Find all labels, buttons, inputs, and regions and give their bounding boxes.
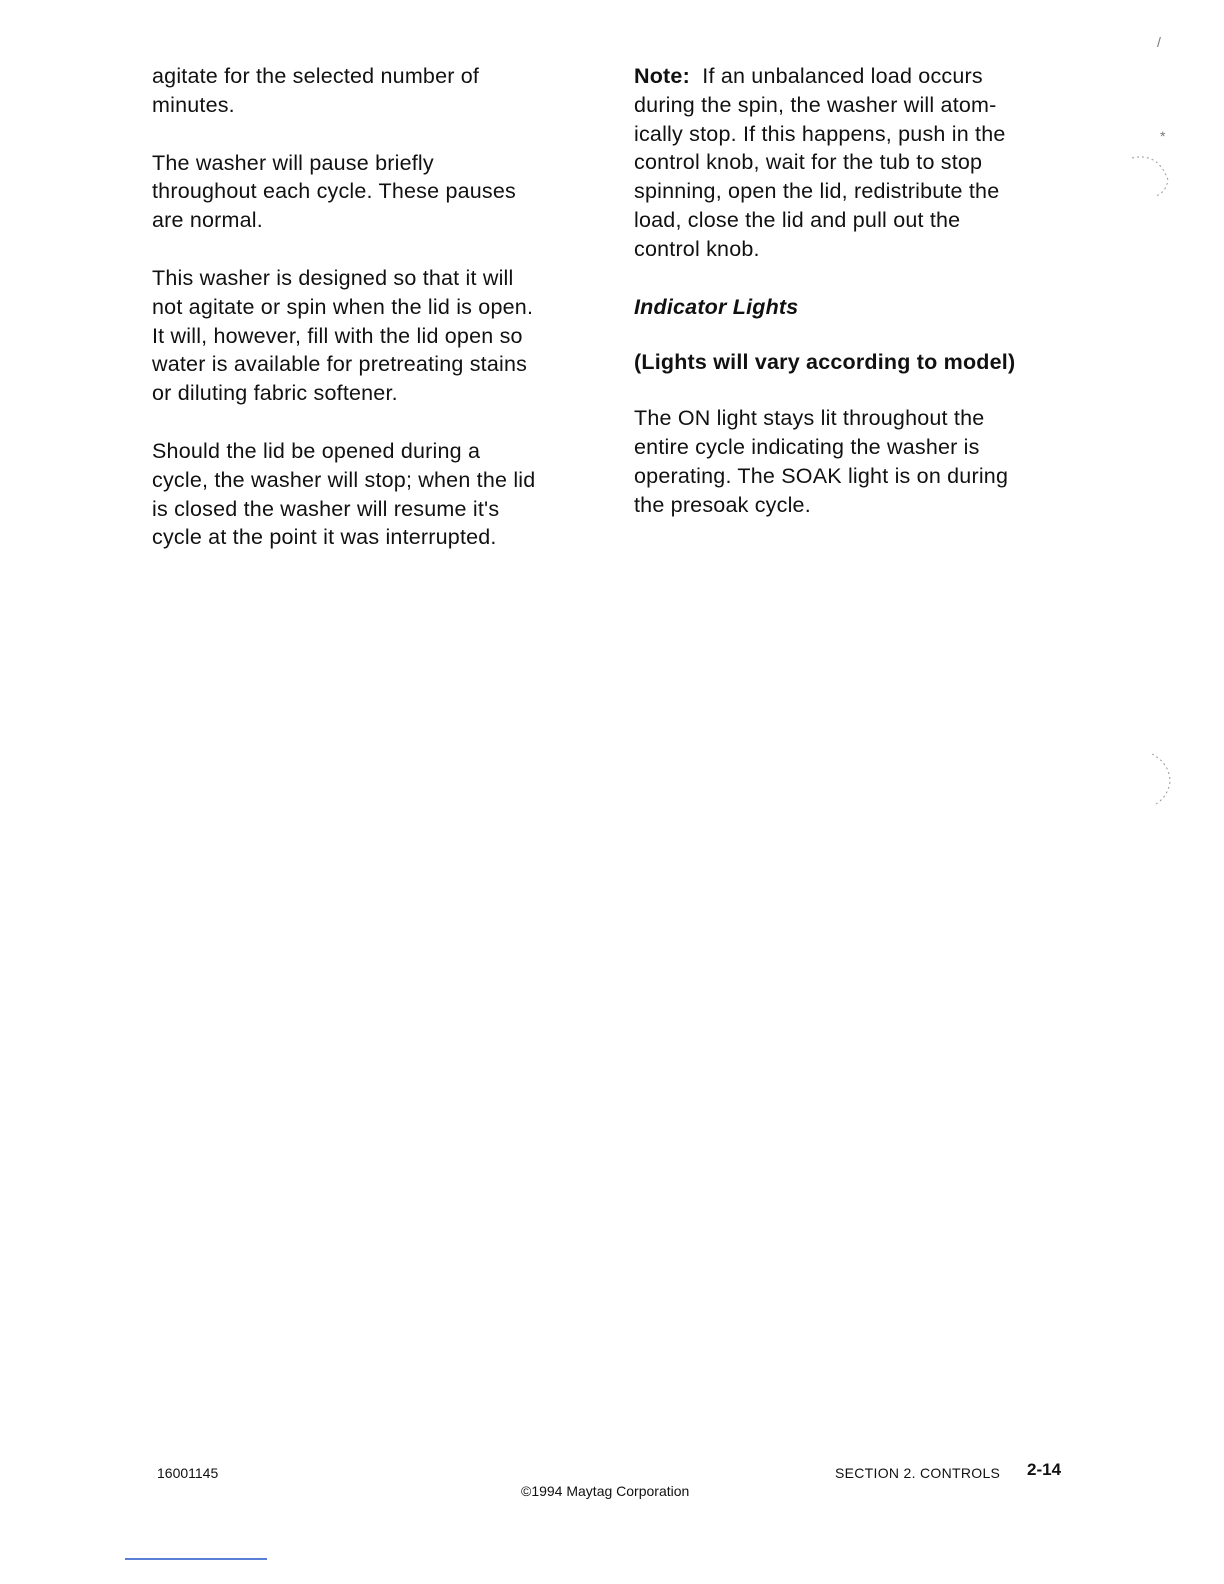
text-line: the presoak cycle. (634, 492, 811, 517)
text-line: are normal. (152, 208, 263, 233)
scan-artifact-mark: / (1157, 34, 1161, 50)
text-line: not agitate or spin when the lid is open. (152, 294, 534, 319)
text-line: control knob, wait for the tub to stop (634, 150, 983, 175)
note-label: Note: (634, 64, 690, 88)
text-line: agitate for the selected number of (152, 64, 480, 88)
scan-blue-line (125, 1558, 267, 1560)
text-line: operating. The SOAK light is on during (634, 463, 1009, 488)
text-line: load, close the lid and pull out the (634, 207, 961, 232)
text-line: cycle at the point it was interrupted. (152, 525, 497, 550)
text-line: is closed the washer will resume it's (152, 496, 500, 521)
text-line: It will, however, fill with the lid open so (152, 323, 523, 348)
paragraph-lid-design (152, 264, 592, 408)
paragraph-lid-opened (152, 437, 592, 552)
text-line: The ON light stays lit throughout the (634, 406, 985, 431)
footer-copyright: ©1994 Maytag Corporation (521, 1483, 690, 1499)
paragraph-agitate (152, 62, 592, 120)
text-line: cycle, the washer will stop; when the lid (152, 467, 536, 492)
text-line: water is available for pretreating stains (152, 352, 528, 377)
indicator-lights-heading: Indicator Lights (634, 294, 799, 319)
left-column (152, 62, 592, 581)
scan-artifact-arc (1128, 150, 1178, 200)
text-line: throughout each cycle. These pauses (152, 179, 516, 204)
right-column (634, 62, 1074, 548)
text-line: The washer will pause briefly (152, 150, 434, 175)
text-line: ically stop. If this happens, push in the (634, 121, 1006, 146)
text-line: This washer is designed so that it will (152, 265, 514, 290)
footer-section: SECTION 2. CONTROLS (835, 1465, 1001, 1481)
note-first-line (634, 62, 1074, 91)
text-line: spinning, open the lid, redistribute the (634, 179, 1000, 204)
footer-doc-number: 16001145 (157, 1465, 219, 1481)
indicator-lights-subheading: (Lights will vary according to model) (634, 350, 1016, 375)
text-line: during the spin, the washer will atom- (634, 92, 997, 117)
indicator-paragraph (634, 404, 1074, 519)
footer-page-number: 2-14 (1027, 1460, 1062, 1479)
text-line: control knob. (634, 236, 760, 261)
note-paragraph (634, 62, 1074, 264)
text-line: or diluting fabric softener. (152, 381, 398, 406)
scan-artifact-arc (1128, 750, 1178, 810)
scan-artifact-mark: * (1160, 128, 1166, 144)
note-first-text: If an unbalanced load occurs (702, 64, 983, 88)
text-line: Should the lid be opened during a (152, 438, 481, 463)
text-line: minutes. (152, 92, 235, 117)
paragraph-pause (152, 149, 592, 235)
text-line: entire cycle indicating the washer is (634, 434, 980, 459)
